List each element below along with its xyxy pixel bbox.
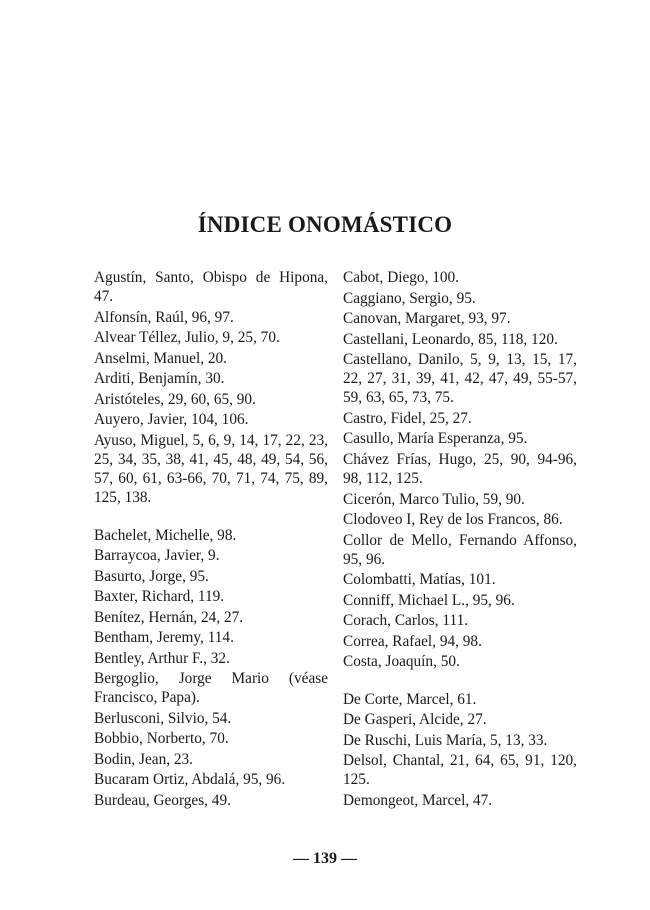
index-entry: Burdeau, Georges, 49. xyxy=(94,791,231,809)
index-entry: Bobbio, Norberto, 70. xyxy=(94,730,229,748)
index-entry: Auyero, Javier, 104, 106. xyxy=(94,411,249,429)
page-title: ÍNDICE ONOMÁSTICO xyxy=(197,212,453,237)
index-entry: Berlusconi, Silvio, 54. xyxy=(94,709,232,727)
index-entry: Baxter, Richard, 119. xyxy=(94,588,225,606)
index-entry: Conniff, Michael L., 95, 96. xyxy=(343,591,515,609)
index-entry: Alfonsín, Raúl, 96, 97. xyxy=(94,308,234,326)
index-entry: Basurto, Jorge, 95. xyxy=(94,567,209,585)
index-entry: Arditi, Benjamín, 30. xyxy=(94,370,225,388)
index-entry: Bucaram Ortiz, Abdalá, 95, 96. xyxy=(94,771,286,789)
index-entry: Collor de Mello, Fernando Affonso, 95, 96. xyxy=(343,531,577,568)
index-entry: Bergoglio, Jorge Mario (véase Francisco, Papa). xyxy=(94,670,328,707)
index-entry: Castro, Fidel, 25, 27. xyxy=(343,409,472,427)
index-entry: Clodoveo I, Rey de los Francos, 86. xyxy=(343,511,563,529)
index-entry: Bentham, Jeremy, 114. xyxy=(94,629,234,647)
index-entry: Aristóteles, 29, 60, 65, 90. xyxy=(94,390,256,408)
index-column-right xyxy=(343,268,577,811)
index-entry: Colombatti, Matías, 101. xyxy=(343,571,496,589)
index-entry: Casullo, María Esperanza, 95. xyxy=(343,430,528,448)
index-entry: Alvear Téllez, Julio, 9, 25, 70. xyxy=(94,329,280,347)
index-entry: Demongeot, Marcel, 47. xyxy=(343,791,493,809)
index-entry: Agustín, Santo, Obispo de Hipona, 47. xyxy=(94,269,328,306)
index-entry: Canovan, Margaret, 93, 97. xyxy=(343,310,511,327)
index-entry: Anselmi, Manuel, 20. xyxy=(94,349,227,367)
index-entry: Bachelet, Michelle, 98. xyxy=(94,526,237,544)
index-entry: Ayuso, Miguel, 5, 6, 9, 14, 17, 22, 23, 25, 34, 35, 38, 41, 45, 48, 49, 54, 56, 57, 60, 61, 63-66, 70, 71, 74, 75, 89, 125, 138. xyxy=(94,431,328,507)
index-entry: Bodin, Jean, 23. xyxy=(94,750,193,768)
index-entry: De Gasperi, Alcide, 27. xyxy=(343,711,487,729)
index-entry: Barraycoa, Javier, 9. xyxy=(94,547,220,565)
page-number: — 139 — xyxy=(293,850,357,867)
index-entry: Delsol, Chantal, 21, 64, 65, 91, 120, 125. xyxy=(343,752,577,789)
index-entry: Caggiano, Sergio, 95. xyxy=(343,289,476,307)
index-entry: Castellano, Danilo, 5, 9, 13, 15, 17, 22, 27, 31, 39, 41, 42, 47, 49, 55-57, 59, 63, 65, 73, 75. xyxy=(343,351,577,407)
index-entry: De Corte, Marcel, 61. xyxy=(343,690,477,708)
index-entry: Chávez Frías, Hugo, 25, 90, 94-96, 98, 112, 125. xyxy=(343,450,577,488)
index-entry: Correa, Rafael, 94, 98. xyxy=(343,632,482,650)
index-entry: Cabot, Diego, 100. xyxy=(343,269,459,286)
index-entry: Cicerón, Marco Tulio, 59, 90. xyxy=(343,490,525,508)
index-entry: Benítez, Hernán, 24, 27. xyxy=(94,608,244,626)
index-entry: Bentley, Arthur F., 32. xyxy=(94,649,230,667)
index-entry: Corach, Carlos, 111. xyxy=(343,612,469,630)
index-column-left xyxy=(94,268,328,811)
index-entry: Costa, Joaquín, 50. xyxy=(343,653,460,671)
index-entry: De Ruschi, Luis María, 5, 13, 33. xyxy=(343,731,548,749)
index-entry: Castellani, Leonardo, 85, 118, 120. xyxy=(343,330,558,348)
